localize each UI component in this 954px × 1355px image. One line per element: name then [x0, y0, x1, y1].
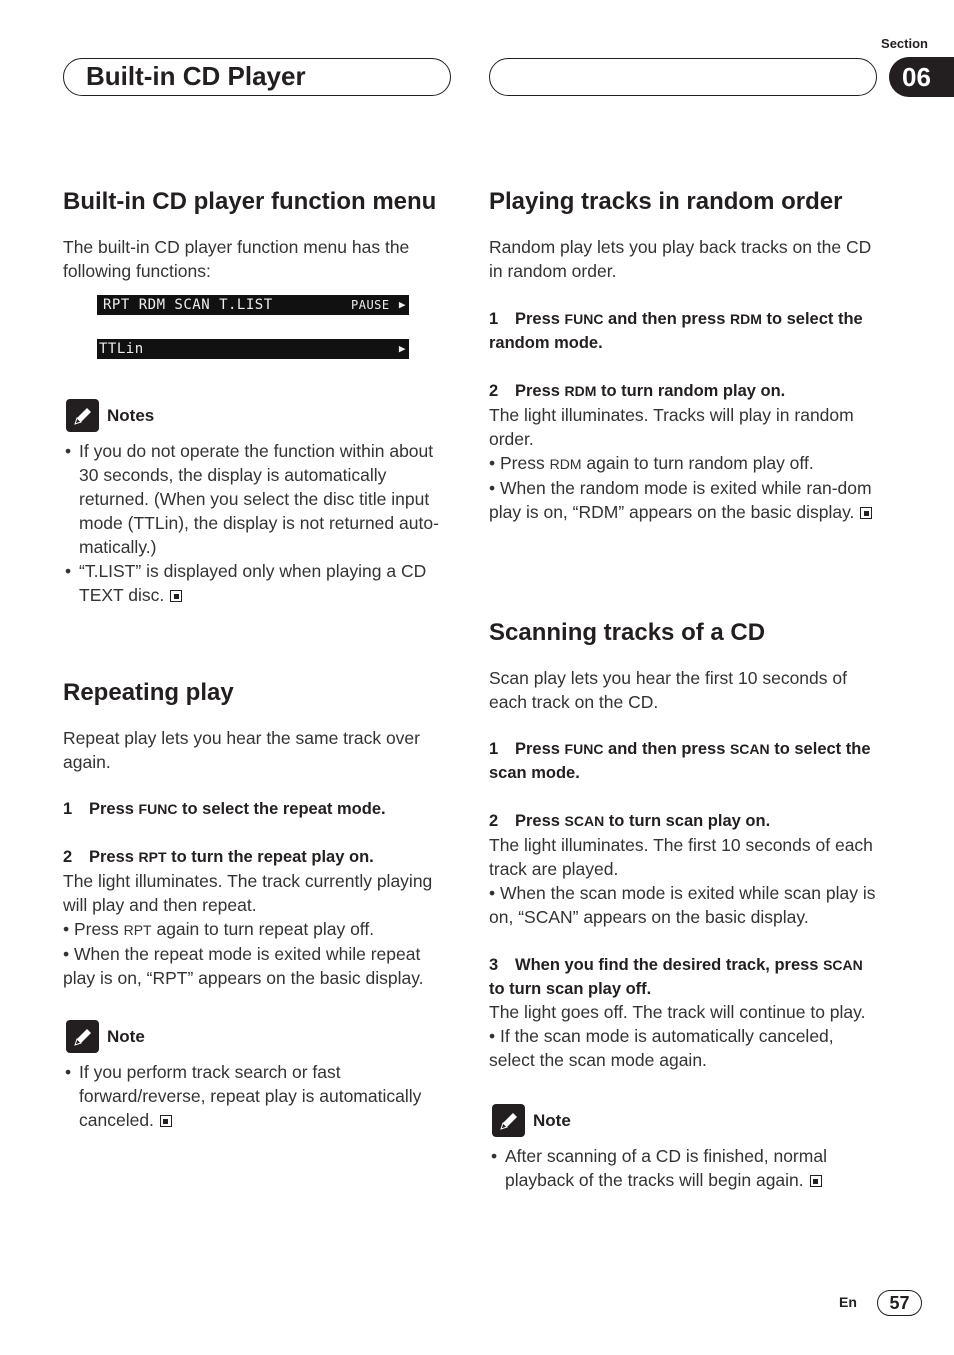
random-step-2: 2 Press RDM to turn random play on.	[489, 382, 786, 400]
lcd-display-menu	[97, 295, 409, 315]
list-item: • If you do not operate the function within about 30 seconds, the display is automatically returned. (When you select the disc title input mode (TTLin), the display is not returned auto-matically.)	[63, 439, 453, 559]
menu-intro: The built-in CD player function menu has the following functions:	[63, 237, 410, 281]
section-number: 06	[889, 57, 954, 97]
list-item: • Press RPT again to turn repeat play off.	[63, 919, 375, 939]
section-label: Section	[881, 36, 928, 51]
scan-step-1: 1 Press FUNC and then press SCAN to select the scan mode.	[489, 740, 871, 782]
lcd-menu-text: RPT RDM SCAN T.LIST	[103, 297, 273, 313]
repeat-step-2: 2 Press RPT to turn the repeat play on.	[63, 848, 374, 866]
random-intro: Random play lets you play back tracks on the CD in random order.	[489, 237, 872, 281]
empty-header-box	[489, 58, 877, 96]
random-step-2-body: The light illuminates. Tracks will play in random order. • Press RDM again to turn random play off. • When the random mode is exited while ran-dom play is on, “RDM” appears on the basic display.	[489, 403, 879, 524]
menu-heading: Built-in CD player function menu	[63, 188, 437, 215]
chapter-title: Built-in CD Player	[86, 61, 306, 91]
pencil-note-icon	[66, 1020, 99, 1053]
random-step-1: 1 Press FUNC and then press RDM to select the random mode.	[489, 310, 863, 352]
list-item: • Press RDM again to turn random play off.	[489, 453, 814, 473]
arrow-right-icon: ▶	[398, 298, 406, 311]
chapter-title-box	[63, 58, 451, 96]
pencil-note-icon	[492, 1104, 525, 1137]
language-label: En	[839, 1294, 857, 1310]
end-mark-icon	[810, 1175, 822, 1187]
pencil-note-icon	[66, 399, 99, 432]
notes-header	[66, 399, 154, 432]
repeat-intro: Repeat play lets you hear the same track over again.	[63, 728, 420, 772]
list-item: • When the repeat mode is exited while repeat play is on, “RPT” appears on the basic display.	[63, 944, 424, 988]
scan-step-2: 2 Press SCAN to turn scan play on.	[489, 812, 771, 830]
repeat-step-2-body: The light illuminates. The track currently playing will play and then repeat. • Press RPT again to turn repeat play off. • When the repeat mode is exited while repeat play is on, “RPT” appears on the basic display.	[63, 869, 453, 990]
random-heading: Playing tracks in random order	[489, 188, 843, 215]
repeat-step-1: 1 Press FUNC to select the repeat mode.	[63, 800, 386, 818]
end-mark-icon	[860, 507, 872, 519]
note-label: Note	[533, 1110, 571, 1130]
list-item: • When the scan mode is exited while scan play is on, “SCAN” appears on the basic display.	[489, 883, 876, 927]
lcd-ttlin-text: TTLin	[99, 341, 144, 357]
page-number: 57	[877, 1290, 922, 1316]
repeat-note	[63, 1060, 453, 1132]
note-header	[492, 1104, 571, 1137]
scan-step-2-body: The light illuminates. The first 10 seconds of each track are played. • When the scan mode is exited while scan play is on, “SCAN” appears on the basic display.	[489, 833, 879, 929]
lcd-pause-text: PAUSE	[351, 298, 390, 312]
list-item: • If you perform track search or fast forward/reverse, repeat play is automatically canceled.	[63, 1060, 453, 1132]
lcd-display-ttlin	[97, 339, 409, 359]
scan-step-3: 3 When you find the desired track, press SCAN to turn scan play off.	[489, 956, 863, 998]
arrow-right-icon: ▶	[398, 342, 406, 355]
scan-heading: Scanning tracks of a CD	[489, 619, 766, 646]
scan-step-3-body: The light goes off. The track will continue to play. • If the scan mode is automatically canceled, select the scan mode again.	[489, 1000, 884, 1072]
list-item: • After scanning of a CD is finished, normal playback of the tracks will begin again.	[489, 1144, 879, 1192]
notes-label: Notes	[107, 405, 155, 425]
notes-list	[63, 439, 453, 607]
list-item: • If the scan mode is automatically canceled, select the scan mode again.	[489, 1026, 834, 1070]
end-mark-icon	[160, 1115, 172, 1127]
list-item: • “T.LIST” is displayed only when playing a CD TEXT disc.	[63, 559, 453, 607]
list-item: • When the random mode is exited while ran-dom play is on, “RDM” appears on the basic display.	[489, 478, 872, 522]
note-header	[66, 1020, 145, 1053]
scan-note	[489, 1144, 879, 1192]
note-label: Note	[107, 1026, 145, 1046]
end-mark-icon	[170, 590, 182, 602]
scan-intro: Scan play lets you hear the first 10 seconds of each track on the CD.	[489, 668, 847, 712]
repeat-heading: Repeating play	[63, 679, 234, 706]
